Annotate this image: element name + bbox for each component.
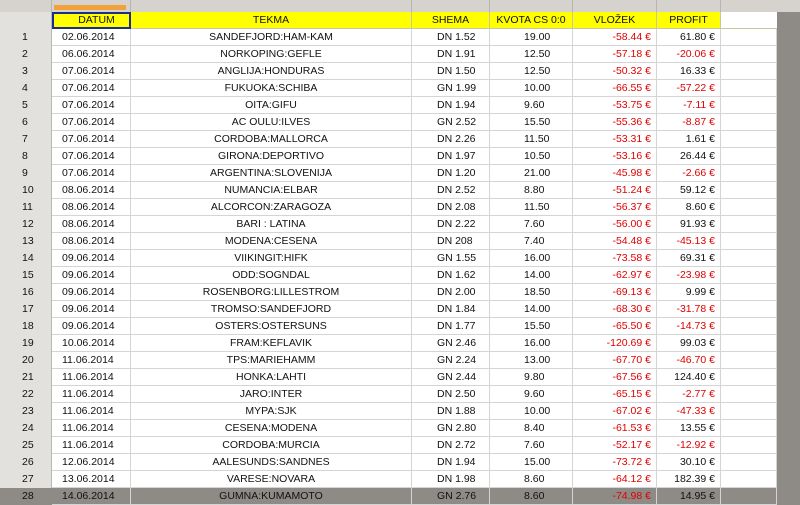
table-row bbox=[52, 80, 777, 97]
header-datum-cell[interactable]: DATUM bbox=[52, 12, 131, 29]
shema-cell[interactable]: DN 1.98 bbox=[412, 471, 490, 488]
vlozek-cell[interactable]: -58.44 € bbox=[573, 29, 657, 46]
empty-cell[interactable] bbox=[721, 80, 777, 97]
tekma-cell[interactable]: TPS:MARIEHAMM bbox=[131, 352, 412, 369]
shema-cell[interactable]: DN 2.52 bbox=[412, 182, 490, 199]
shema-cell[interactable]: DN 2.22 bbox=[412, 216, 490, 233]
tekma-cell[interactable]: AALESUNDS:SANDNES bbox=[131, 454, 412, 471]
row-number[interactable]: 6 bbox=[22, 116, 28, 128]
empty-cell[interactable] bbox=[721, 182, 777, 199]
column-header-f[interactable] bbox=[657, 0, 721, 12]
vlozek-cell[interactable]: -56.37 € bbox=[573, 199, 657, 216]
shema-cell[interactable]: DN 2.00 bbox=[412, 284, 490, 301]
row-number[interactable]: 17 bbox=[22, 303, 34, 315]
vlozek-cell[interactable]: -62.97 € bbox=[573, 267, 657, 284]
kvota-cell[interactable]: 15.50 bbox=[490, 318, 573, 335]
profit-cell[interactable]: 14.95 € bbox=[657, 488, 721, 505]
shema-cell[interactable]: DN 1.88 bbox=[412, 403, 490, 420]
row-number-header[interactable] bbox=[0, 12, 52, 29]
datum-cell[interactable]: 11.06.2014 bbox=[52, 403, 131, 420]
table-row bbox=[52, 97, 777, 114]
empty-cell[interactable] bbox=[721, 148, 777, 165]
empty-cell[interactable] bbox=[721, 46, 777, 63]
row-number[interactable]: 21 bbox=[22, 371, 34, 383]
shema-cell[interactable]: GN 2.44 bbox=[412, 369, 490, 386]
empty-cell[interactable] bbox=[721, 284, 777, 301]
empty-cell[interactable] bbox=[721, 63, 777, 80]
profit-cell[interactable]: 1.61 € bbox=[657, 131, 721, 148]
kvota-cell[interactable]: 9.80 bbox=[490, 369, 573, 386]
table-row bbox=[52, 420, 777, 437]
profit-cell[interactable]: -20.06 € bbox=[657, 46, 721, 63]
shema-cell[interactable]: DN 1.20 bbox=[412, 165, 490, 182]
datum-cell[interactable]: 11.06.2014 bbox=[52, 420, 131, 437]
table-row bbox=[52, 199, 777, 216]
kvota-cell[interactable]: 11.50 bbox=[490, 199, 573, 216]
shema-cell[interactable]: DN 2.72 bbox=[412, 437, 490, 454]
empty-cell[interactable] bbox=[721, 301, 777, 318]
header-vlozek-cell[interactable]: VLOŽEK bbox=[573, 12, 657, 29]
shema-cell[interactable]: DN 1.94 bbox=[412, 97, 490, 114]
empty-cell[interactable] bbox=[721, 233, 777, 250]
row-number[interactable]: 2 bbox=[22, 48, 28, 60]
table-row bbox=[52, 318, 777, 335]
empty-cell[interactable] bbox=[721, 165, 777, 182]
vlozek-cell[interactable]: -54.48 € bbox=[573, 233, 657, 250]
header-empty-cell[interactable] bbox=[721, 12, 777, 29]
row-number[interactable]: 7 bbox=[22, 133, 28, 145]
datum-cell[interactable]: 07.06.2014 bbox=[52, 148, 131, 165]
kvota-cell[interactable]: 15.50 bbox=[490, 114, 573, 131]
empty-cell[interactable] bbox=[721, 97, 777, 114]
kvota-cell[interactable]: 8.60 bbox=[490, 488, 573, 505]
profit-cell[interactable]: -12.92 € bbox=[657, 437, 721, 454]
header-row bbox=[52, 12, 777, 29]
column-header-b[interactable] bbox=[131, 0, 412, 12]
profit-cell[interactable]: 182.39 € bbox=[657, 471, 721, 488]
kvota-cell[interactable]: 13.00 bbox=[490, 352, 573, 369]
row-number[interactable]: 19 bbox=[22, 337, 34, 349]
table-row bbox=[52, 454, 777, 471]
vlozek-cell[interactable]: -65.15 € bbox=[573, 386, 657, 403]
tekma-cell[interactable]: GUMNA:KUMAMOTO bbox=[131, 488, 412, 505]
tekma-cell[interactable]: ARGENTINA:SLOVENIJA bbox=[131, 165, 412, 182]
profit-cell[interactable]: 59.12 € bbox=[657, 182, 721, 199]
row-number[interactable]: 18 bbox=[22, 320, 34, 332]
column-header-bar bbox=[0, 0, 800, 12]
profit-cell[interactable]: -14.73 € bbox=[657, 318, 721, 335]
profit-cell[interactable]: -23.98 € bbox=[657, 267, 721, 284]
tekma-cell[interactable]: MYPA:SJK bbox=[131, 403, 412, 420]
table-row bbox=[52, 403, 777, 420]
table-row bbox=[52, 369, 777, 386]
shema-cell[interactable]: GN 1.55 bbox=[412, 250, 490, 267]
profit-cell[interactable]: -7.11 € bbox=[657, 97, 721, 114]
vlozek-cell[interactable]: -73.58 € bbox=[573, 250, 657, 267]
vlozek-cell[interactable]: -65.50 € bbox=[573, 318, 657, 335]
profit-cell[interactable]: 69.31 € bbox=[657, 250, 721, 267]
kvota-cell[interactable]: 15.00 bbox=[490, 454, 573, 471]
table-row bbox=[52, 148, 777, 165]
tekma-cell[interactable]: FUKUOKA:SCHIBA bbox=[131, 80, 412, 97]
profit-cell[interactable]: 16.33 € bbox=[657, 63, 721, 80]
profit-cell[interactable]: -45.13 € bbox=[657, 233, 721, 250]
datum-cell[interactable]: 09.06.2014 bbox=[52, 301, 131, 318]
row-number[interactable]: 24 bbox=[22, 422, 34, 434]
profit-cell[interactable]: 124.40 € bbox=[657, 369, 721, 386]
empty-cell[interactable] bbox=[721, 454, 777, 471]
row-number-gutter bbox=[0, 12, 52, 502]
tekma-cell[interactable]: BARI : LATINA bbox=[131, 216, 412, 233]
profit-cell[interactable]: -31.78 € bbox=[657, 301, 721, 318]
datum-cell[interactable]: 02.06.2014 bbox=[52, 29, 131, 46]
table-row bbox=[52, 301, 777, 318]
empty-cell[interactable] bbox=[721, 114, 777, 131]
table-row bbox=[52, 352, 777, 369]
table-row bbox=[52, 250, 777, 267]
kvota-cell[interactable]: 9.60 bbox=[490, 386, 573, 403]
row-number[interactable]: 16 bbox=[22, 286, 34, 298]
spreadsheet-grid bbox=[52, 12, 777, 502]
empty-cell[interactable] bbox=[721, 199, 777, 216]
vlozek-cell[interactable]: -67.56 € bbox=[573, 369, 657, 386]
datum-cell[interactable]: 14.06.2014 bbox=[52, 488, 131, 505]
vlozek-cell[interactable]: -53.16 € bbox=[573, 148, 657, 165]
datum-cell[interactable]: 06.06.2014 bbox=[52, 46, 131, 63]
row-number[interactable]: 15 bbox=[22, 269, 34, 281]
kvota-cell[interactable]: 8.60 bbox=[490, 471, 573, 488]
profit-cell[interactable]: -8.87 € bbox=[657, 114, 721, 131]
empty-cell[interactable] bbox=[721, 216, 777, 233]
select-all-corner[interactable] bbox=[0, 0, 52, 12]
profit-cell[interactable]: -47.33 € bbox=[657, 403, 721, 420]
vlozek-cell[interactable]: -61.53 € bbox=[573, 420, 657, 437]
kvota-cell[interactable]: 8.80 bbox=[490, 182, 573, 199]
vlozek-cell[interactable]: -55.36 € bbox=[573, 114, 657, 131]
datum-cell[interactable]: 08.06.2014 bbox=[52, 199, 131, 216]
datum-cell[interactable]: 11.06.2014 bbox=[52, 437, 131, 454]
profit-cell[interactable]: 8.60 € bbox=[657, 199, 721, 216]
tekma-cell[interactable]: OITA:GIFU bbox=[131, 97, 412, 114]
datum-cell[interactable]: 11.06.2014 bbox=[52, 386, 131, 403]
shema-cell[interactable]: DN 1.94 bbox=[412, 454, 490, 471]
vlozek-cell[interactable]: -56.00 € bbox=[573, 216, 657, 233]
empty-cell[interactable] bbox=[721, 267, 777, 284]
shema-cell[interactable]: GN 2.46 bbox=[412, 335, 490, 352]
empty-cell[interactable] bbox=[721, 352, 777, 369]
datum-cell[interactable]: 09.06.2014 bbox=[52, 318, 131, 335]
kvota-cell[interactable]: 14.00 bbox=[490, 301, 573, 318]
shema-cell[interactable]: DN 1.50 bbox=[412, 63, 490, 80]
vlozek-cell[interactable]: -68.30 € bbox=[573, 301, 657, 318]
tekma-cell[interactable]: ALCORCON:ZARAGOZA bbox=[131, 199, 412, 216]
column-header-d[interactable] bbox=[490, 0, 573, 12]
profit-cell[interactable]: 61.80 € bbox=[657, 29, 721, 46]
datum-cell[interactable]: 07.06.2014 bbox=[52, 165, 131, 182]
tekma-cell[interactable]: MODENA:CESENA bbox=[131, 233, 412, 250]
empty-cell[interactable] bbox=[721, 250, 777, 267]
tekma-cell[interactable]: VIIKINGIT:HIFK bbox=[131, 250, 412, 267]
empty-cell[interactable] bbox=[721, 335, 777, 352]
row-number[interactable]: 8 bbox=[22, 150, 28, 162]
row-number[interactable]: 5 bbox=[22, 99, 28, 111]
table-row bbox=[52, 386, 777, 403]
kvota-cell[interactable]: 14.00 bbox=[490, 267, 573, 284]
table-row bbox=[52, 437, 777, 454]
header-shema-cell[interactable]: SHEMA bbox=[412, 12, 490, 29]
row-number[interactable]: 10 bbox=[22, 184, 34, 196]
tekma-cell[interactable]: ROSENBORG:LILLESTROM bbox=[131, 284, 412, 301]
shema-cell[interactable]: GN 2.76 bbox=[412, 488, 490, 505]
kvota-cell[interactable]: 10.00 bbox=[490, 403, 573, 420]
shema-cell[interactable]: GN 1.99 bbox=[412, 80, 490, 97]
row-number[interactable]: 12 bbox=[22, 218, 34, 230]
datum-cell[interactable]: 09.06.2014 bbox=[52, 267, 131, 284]
tekma-cell[interactable]: CORDOBA:MALLORCA bbox=[131, 131, 412, 148]
vlozek-cell[interactable]: -50.32 € bbox=[573, 63, 657, 80]
vlozek-cell[interactable]: -66.55 € bbox=[573, 80, 657, 97]
row-number[interactable]: 3 bbox=[22, 65, 28, 77]
row-number[interactable]: 9 bbox=[22, 167, 28, 179]
kvota-cell[interactable]: 7.40 bbox=[490, 233, 573, 250]
shema-cell[interactable]: DN 2.26 bbox=[412, 131, 490, 148]
tekma-cell[interactable]: OSTERS:OSTERSUNS bbox=[131, 318, 412, 335]
empty-cell[interactable] bbox=[721, 318, 777, 335]
vlozek-cell[interactable]: -64.12 € bbox=[573, 471, 657, 488]
table-row bbox=[52, 267, 777, 284]
active-column-indicator bbox=[54, 5, 126, 10]
kvota-cell[interactable]: 21.00 bbox=[490, 165, 573, 182]
row-number[interactable]: 28 bbox=[22, 490, 34, 502]
tekma-cell[interactable]: VARESE:NOVARA bbox=[131, 471, 412, 488]
vlozek-cell[interactable]: -53.75 € bbox=[573, 97, 657, 114]
header-kvota-cell[interactable]: KVOTA CS 0:0 bbox=[490, 12, 573, 29]
shema-cell[interactable]: DN 208 bbox=[412, 233, 490, 250]
table-row bbox=[52, 284, 777, 301]
kvota-cell[interactable]: 11.50 bbox=[490, 131, 573, 148]
kvota-cell[interactable]: 7.60 bbox=[490, 216, 573, 233]
vlozek-cell[interactable]: -51.24 € bbox=[573, 182, 657, 199]
vlozek-cell[interactable]: -52.17 € bbox=[573, 437, 657, 454]
kvota-cell[interactable]: 12.50 bbox=[490, 46, 573, 63]
empty-cell[interactable] bbox=[721, 471, 777, 488]
table-row bbox=[52, 46, 777, 63]
header-profit-cell[interactable]: PROFIT bbox=[657, 12, 721, 29]
row-number[interactable]: 20 bbox=[22, 354, 34, 366]
datum-cell[interactable]: 08.06.2014 bbox=[52, 233, 131, 250]
datum-cell[interactable]: 11.06.2014 bbox=[52, 352, 131, 369]
vlozek-cell[interactable]: -73.72 € bbox=[573, 454, 657, 471]
profit-cell[interactable]: -2.66 € bbox=[657, 165, 721, 182]
datum-cell[interactable]: 09.06.2014 bbox=[52, 250, 131, 267]
column-header-e[interactable] bbox=[573, 0, 657, 12]
row-number[interactable]: 27 bbox=[22, 473, 34, 485]
kvota-cell[interactable]: 8.40 bbox=[490, 420, 573, 437]
empty-cell[interactable] bbox=[721, 488, 777, 505]
shema-cell[interactable]: GN 2.24 bbox=[412, 352, 490, 369]
vlozek-cell[interactable]: -67.02 € bbox=[573, 403, 657, 420]
vlozek-cell[interactable]: -67.70 € bbox=[573, 352, 657, 369]
empty-cell[interactable] bbox=[721, 369, 777, 386]
shema-cell[interactable]: GN 2.80 bbox=[412, 420, 490, 437]
profit-cell[interactable]: 99.03 € bbox=[657, 335, 721, 352]
datum-cell[interactable]: 07.06.2014 bbox=[52, 80, 131, 97]
shema-cell[interactable]: DN 1.52 bbox=[412, 29, 490, 46]
shema-cell[interactable]: DN 1.91 bbox=[412, 46, 490, 63]
tekma-cell[interactable]: FRAM:KEFLAVIK bbox=[131, 335, 412, 352]
tekma-cell[interactable]: TROMSO:SANDEFJORD bbox=[131, 301, 412, 318]
profit-cell[interactable]: 91.93 € bbox=[657, 216, 721, 233]
tekma-cell[interactable]: NUMANCIA:ELBAR bbox=[131, 182, 412, 199]
datum-cell[interactable]: 07.06.2014 bbox=[52, 114, 131, 131]
row-number[interactable]: 1 bbox=[22, 31, 28, 43]
shema-cell[interactable]: DN 1.62 bbox=[412, 267, 490, 284]
vlozek-cell[interactable]: -53.31 € bbox=[573, 131, 657, 148]
table-row bbox=[52, 471, 777, 488]
datum-cell[interactable]: 07.06.2014 bbox=[52, 97, 131, 114]
row-number[interactable]: 26 bbox=[22, 456, 34, 468]
table-row bbox=[52, 335, 777, 352]
kvota-cell[interactable]: 16.00 bbox=[490, 250, 573, 267]
row-number[interactable]: 13 bbox=[22, 235, 34, 247]
profit-cell[interactable]: -2.77 € bbox=[657, 386, 721, 403]
datum-cell[interactable]: 10.06.2014 bbox=[52, 335, 131, 352]
table-row bbox=[52, 131, 777, 148]
row-number[interactable]: 4 bbox=[22, 82, 28, 94]
table-row bbox=[52, 165, 777, 182]
empty-cell[interactable] bbox=[721, 437, 777, 454]
datum-cell[interactable]: 07.06.2014 bbox=[52, 63, 131, 80]
kvota-cell[interactable]: 10.50 bbox=[490, 148, 573, 165]
datum-cell[interactable]: 07.06.2014 bbox=[52, 131, 131, 148]
kvota-cell[interactable]: 12.50 bbox=[490, 63, 573, 80]
profit-cell[interactable]: 9.99 € bbox=[657, 284, 721, 301]
shema-cell[interactable]: DN 2.50 bbox=[412, 386, 490, 403]
table-row bbox=[52, 233, 777, 250]
empty-cell[interactable] bbox=[721, 420, 777, 437]
profit-cell[interactable]: -57.22 € bbox=[657, 80, 721, 97]
table-row bbox=[52, 114, 777, 131]
table-row bbox=[52, 488, 777, 505]
kvota-cell[interactable]: 18.50 bbox=[490, 284, 573, 301]
table-row bbox=[52, 216, 777, 233]
column-header-c[interactable] bbox=[412, 0, 490, 12]
datum-cell[interactable]: 08.06.2014 bbox=[52, 216, 131, 233]
shema-cell[interactable]: DN 1.77 bbox=[412, 318, 490, 335]
vlozek-cell[interactable]: -45.98 € bbox=[573, 165, 657, 182]
tekma-cell[interactable]: HONKA:LAHTI bbox=[131, 369, 412, 386]
tekma-cell[interactable]: ODD:SOGNDAL bbox=[131, 267, 412, 284]
row-number[interactable]: 11 bbox=[22, 201, 33, 213]
kvota-cell[interactable]: 7.60 bbox=[490, 437, 573, 454]
kvota-cell[interactable]: 19.00 bbox=[490, 29, 573, 46]
tekma-cell[interactable]: GIRONA:DEPORTIVO bbox=[131, 148, 412, 165]
tekma-cell[interactable]: CORDOBA:MURCIA bbox=[131, 437, 412, 454]
tekma-cell[interactable]: SANDEFJORD:HAM-KAM bbox=[131, 29, 412, 46]
kvota-cell[interactable]: 16.00 bbox=[490, 335, 573, 352]
row-number[interactable]: 14 bbox=[22, 252, 34, 264]
table-row bbox=[52, 182, 777, 199]
datum-cell[interactable]: 12.06.2014 bbox=[52, 454, 131, 471]
empty-cell[interactable] bbox=[721, 386, 777, 403]
empty-cell[interactable] bbox=[721, 403, 777, 420]
vlozek-cell[interactable]: -74.98 € bbox=[573, 488, 657, 505]
profit-cell[interactable]: 26.44 € bbox=[657, 148, 721, 165]
datum-cell[interactable]: 13.06.2014 bbox=[52, 471, 131, 488]
vlozek-cell[interactable]: -69.13 € bbox=[573, 284, 657, 301]
profit-cell[interactable]: -46.70 € bbox=[657, 352, 721, 369]
datum-cell[interactable]: 09.06.2014 bbox=[52, 284, 131, 301]
kvota-cell[interactable]: 10.00 bbox=[490, 80, 573, 97]
empty-cell[interactable] bbox=[721, 131, 777, 148]
tekma-cell[interactable]: JARO:INTER bbox=[131, 386, 412, 403]
vlozek-cell[interactable]: -120.69 € bbox=[573, 335, 657, 352]
tekma-cell[interactable]: ANGLIJA:HONDURAS bbox=[131, 63, 412, 80]
shema-cell[interactable]: GN 2.52 bbox=[412, 114, 490, 131]
profit-cell[interactable]: 30.10 € bbox=[657, 454, 721, 471]
empty-cell[interactable] bbox=[721, 29, 777, 46]
shema-cell[interactable]: DN 2.08 bbox=[412, 199, 490, 216]
table-row bbox=[52, 29, 777, 46]
tekma-cell[interactable]: AC OULU:ILVES bbox=[131, 114, 412, 131]
datum-cell[interactable]: 08.06.2014 bbox=[52, 182, 131, 199]
tekma-cell[interactable]: NORKOPING:GEFLE bbox=[131, 46, 412, 63]
row-number[interactable]: 22 bbox=[22, 388, 34, 400]
shema-cell[interactable]: DN 1.97 bbox=[412, 148, 490, 165]
header-tekma-cell[interactable]: TEKMA bbox=[131, 12, 412, 29]
tekma-cell[interactable]: CESENA:MODENA bbox=[131, 420, 412, 437]
row-number[interactable]: 23 bbox=[22, 405, 34, 417]
row-number[interactable]: 25 bbox=[22, 439, 34, 451]
table-row bbox=[52, 63, 777, 80]
shema-cell[interactable]: DN 1.84 bbox=[412, 301, 490, 318]
profit-cell[interactable]: 13.55 € bbox=[657, 420, 721, 437]
vlozek-cell[interactable]: -57.18 € bbox=[573, 46, 657, 63]
datum-cell[interactable]: 11.06.2014 bbox=[52, 369, 131, 386]
kvota-cell[interactable]: 9.60 bbox=[490, 97, 573, 114]
